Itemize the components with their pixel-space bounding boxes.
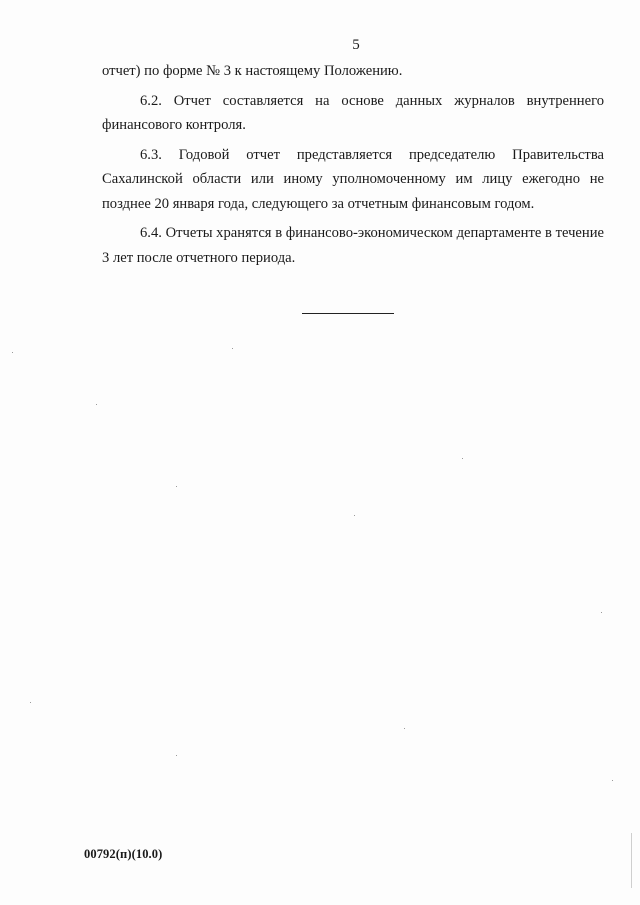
paragraph-6-2: 6.2. Отчет составляется на основе данных журналов внутреннего финансового контроля. (102, 92, 604, 133)
scan-speck (30, 702, 31, 703)
paragraph-continuation: отчет) по форме № 3 к настоящему Положению. (102, 63, 403, 79)
scan-speck (176, 755, 177, 756)
scan-speck (404, 728, 405, 729)
document-code: 00792(п)(10.0) (84, 847, 163, 861)
scan-speck (462, 458, 463, 459)
document-body (102, 59, 604, 270)
section-end-divider (302, 313, 394, 314)
scan-speck (96, 404, 97, 405)
scan-speck (176, 486, 177, 487)
paragraph-6-4: 6.4. Отчеты хранятся в финансово-экономическом департаменте в течение 3 лет после отчетного периода. (102, 225, 604, 266)
scan-speck (354, 515, 355, 516)
scan-speck (612, 780, 613, 781)
scan-speck (12, 352, 13, 353)
scan-edge-mark (631, 833, 632, 888)
scan-speck (232, 348, 233, 349)
scan-speck (601, 612, 602, 613)
page-number: 5 (352, 37, 360, 53)
paragraph-6-3: 6.3. Годовой отчет представляется председателю Правительства Сахалинской области или иному уполномоченному им лицу ежегодно не позднее 20 января года, следующего за отчетным финансовым годом. (102, 146, 604, 212)
